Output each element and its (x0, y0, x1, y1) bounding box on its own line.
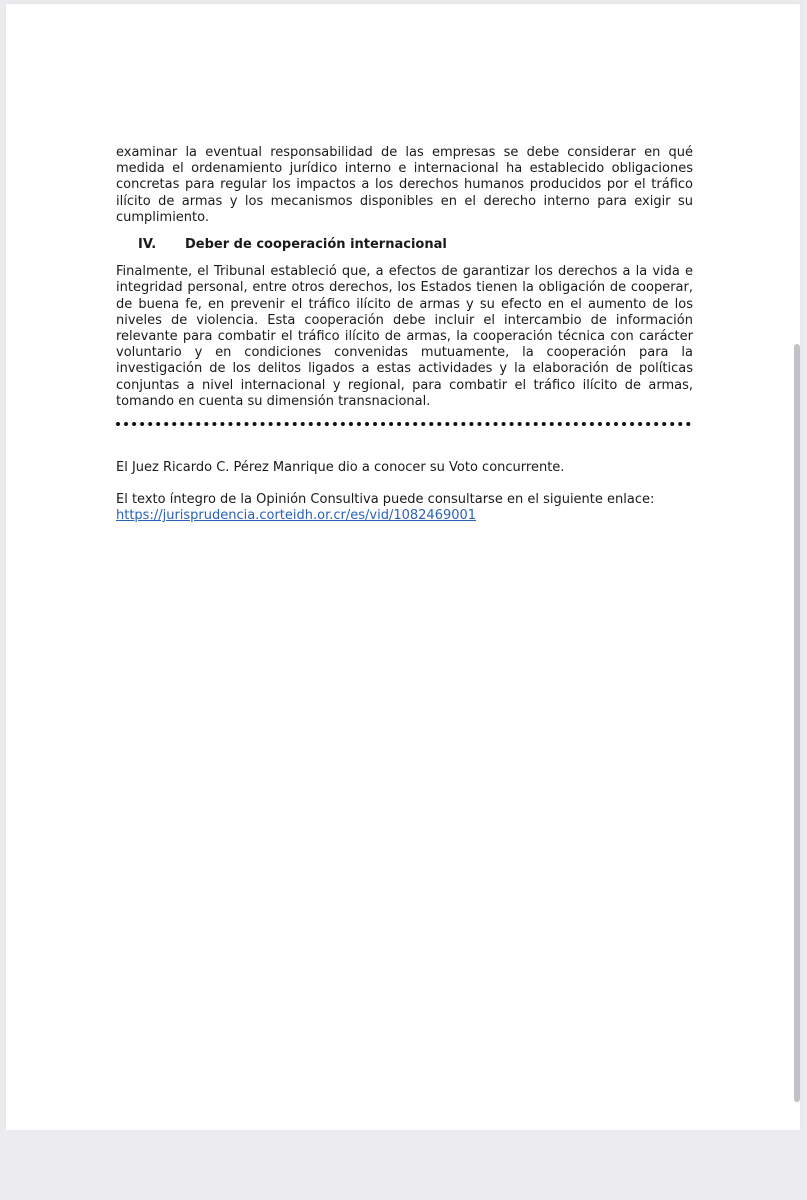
viewer-background (0, 1130, 807, 1200)
paragraph-business-responsibility: examinar la eventual responsabilidad de las empresas se debe considerar en qué medida el ordenamiento jurídico interno e internacional ha establecido obligaciones concretas para regular los impactos a los derechos humanos producidos por el tráfico ilícito de armas y los mecanismos disponibles en el derecho interno para exigir su cumplimiento. (116, 145, 693, 225)
document-page (6, 4, 800, 1130)
opinion-link[interactable]: https://jurisprudencia.corteidh.or.cr/es/vid/1082469001 (116, 508, 477, 524)
section-heading (116, 237, 693, 253)
dotted-divider (116, 422, 691, 426)
full-text-note (116, 492, 693, 524)
section-number: IV. (138, 237, 157, 253)
full-text-label: El texto íntegro de la Opinión Consultiva puede consultarse en el siguiente enlace: (116, 492, 655, 508)
page-content (116, 145, 693, 525)
scrollbar-thumb[interactable] (794, 344, 800, 1102)
concurring-vote-note: El Juez Ricardo C. Pérez Manrique dio a conocer su Voto concurrente. (116, 460, 565, 476)
section-title: Deber de cooperación internacional (185, 237, 447, 253)
paragraph-international-cooperation: Finalmente, el Tribunal estableció que, a efectos de garantizar los derechos a la vida e integridad personal, entre otros derechos, los Estados tienen la obligación de cooperar, de buena fe, en prevenir el tráfico ilícito de armas y su efecto en el aumento de los niveles de violencia. Esta cooperación debe incluir el intercambio de información relevante para combatir el tráfico ilícito de armas, la cooperación técnica con carácter voluntario y en condiciones convenidas mutuamente, la cooperación para la investigación de los delitos ligados a estas actividades y la elaboración de políticas conjuntas a nivel internacional y regional, para combatir el tráfico ilícito de armas, tomando en cuenta su dimensión transnacional. (116, 264, 693, 409)
closing-notes (116, 460, 693, 525)
